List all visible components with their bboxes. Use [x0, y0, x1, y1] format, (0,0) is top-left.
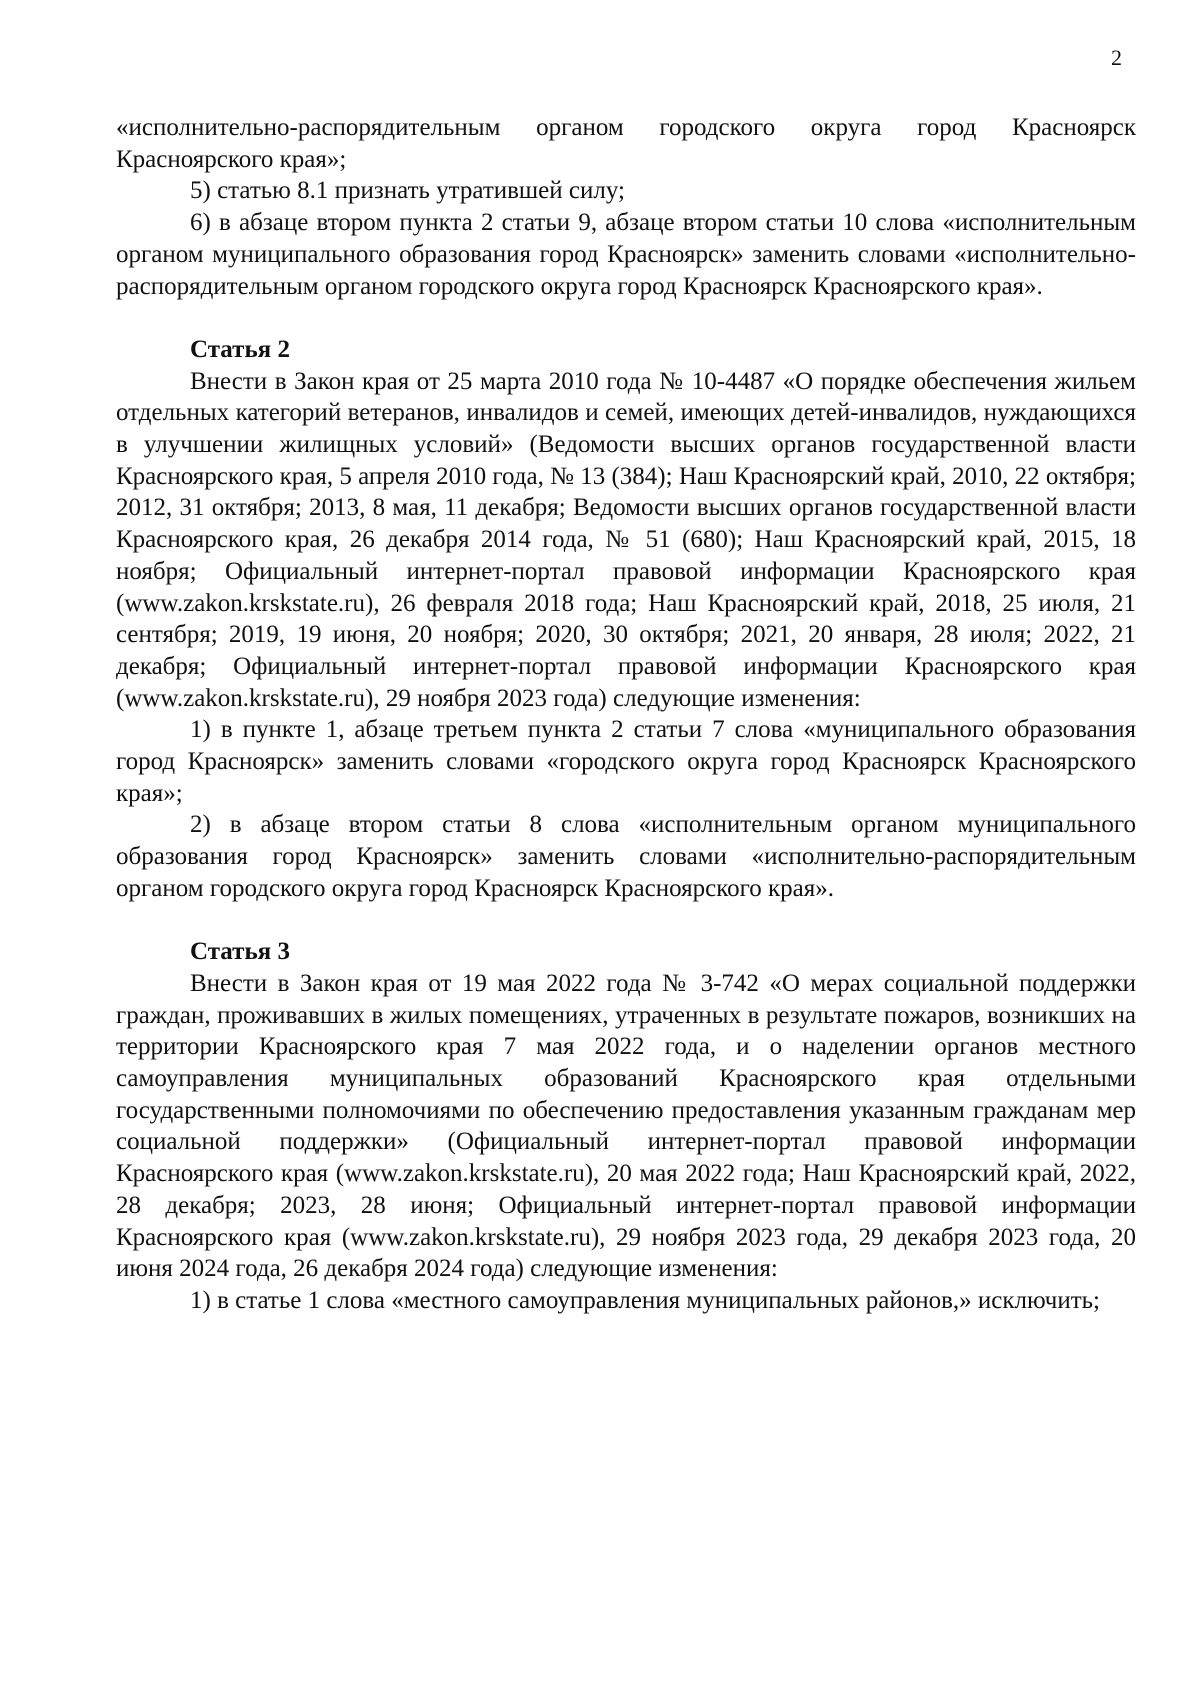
document-body [116, 112, 1136, 1317]
page-number: 2 [1111, 45, 1122, 70]
article-3-paragraph-2: 1) в статье 1 слова «местного самоуправления муниципальных районов,» исключить; [190, 1286, 1100, 1314]
article-2-paragraph-3: 2) в абзаце втором статьи 8 слова «исполнительным органом муниципального образования город Красноярск» заменить словами «исполнительно-распорядительным органом городского округа город Красноярск Красноярского края». [116, 811, 1136, 902]
intro-paragraph-3: 6) в абзаце втором пункта 2 статьи 9, абзаце втором статьи 10 слова «исполнительным органом муниципального образования город Красноярск» заменить словами «исполнительно-распорядительным органом городского округа город Красноярск Красноярского края». [116, 209, 1136, 300]
article-2-paragraph-2: 1) в пункте 1, абзаце третьем пункта 2 статьи 7 слова «муниципального образования город Красноярск» заменить словами «городского округа город Красноярск Красноярского края»; [116, 716, 1136, 807]
article-3-heading: Статья 3 [190, 938, 290, 966]
intro-paragraph-1: «исполнительно-распорядительным органом городского округа город Красноярск Красноярского края»; [116, 114, 1136, 173]
article-3-paragraph-1: Внести в Закон края от 19 мая 2022 года № 3-742 «О мерах социальной поддержки граждан, проживавших в жилых помещениях, утраченных в результате пожаров, возникших на территории Красноярского края 7 мая 2022 года, и о наделении органов местного самоуправления муниципальных образований Красноярского края отдельными государственными полномочиями по обеспечению предоставления указанным гражданам мер социальной поддержки» (Официальный интернет-портал правовой информации Красноярского края (www.zakon.krskstate.ru), 20 мая 2022 года; Наш Красноярский край, 2022, 28 декабря; 2023, 28 июня; Официальный интернет-портал правовой информации Красноярского края (www.zakon.krskstate.ru), 29 ноября 2023 года, 29 декабря 2023 года, 20 июня 2024 года, 26 декабря 2024 года) следующие изменения: [116, 969, 1136, 1283]
section-gap [116, 905, 1136, 937]
article-2-heading: Статья 2 [190, 335, 290, 363]
intro-paragraph-2: 5) статью 8.1 признать утратившей силу; [190, 177, 625, 205]
section-gap [116, 302, 1136, 334]
article-2-paragraph-1: Внести в Закон края от 25 марта 2010 года № 10-4487 «О порядке обеспечения жильем отдельных категорий ветеранов, инвалидов и семей, имеющих детей-инвалидов, нуждающихся в улучшении жилищных условий» (Ведомости высших органов государственной власти Красноярского края, 5 апреля 2010 года, № 13 (384); Наш Красноярский край, 2010, 22 октября; 2012, 31 октября; 2013, 8 мая, 11 декабря; Ведомости высших органов государственной власти Красноярского края, 26 декабря 2014 года, № 51 (680); Наш Красноярский край, 2015, 18 ноября; Официальный интернет-портал правовой информации Красноярского края (www.zakon.krskstate.ru), 26 февраля 2018 года; Наш Красноярский край, 2018, 25 июля, 21 сентября; 2019, 19 июня, 20 ноября; 2020, 30 октября; 2021, 20 января, 28 июля; 2022, 21 декабря; Официальный интернет-портал правовой информации Красноярского края (www.zakon.krskstate.ru), 29 ноября 2023 года) следующие изменения: [116, 367, 1136, 712]
